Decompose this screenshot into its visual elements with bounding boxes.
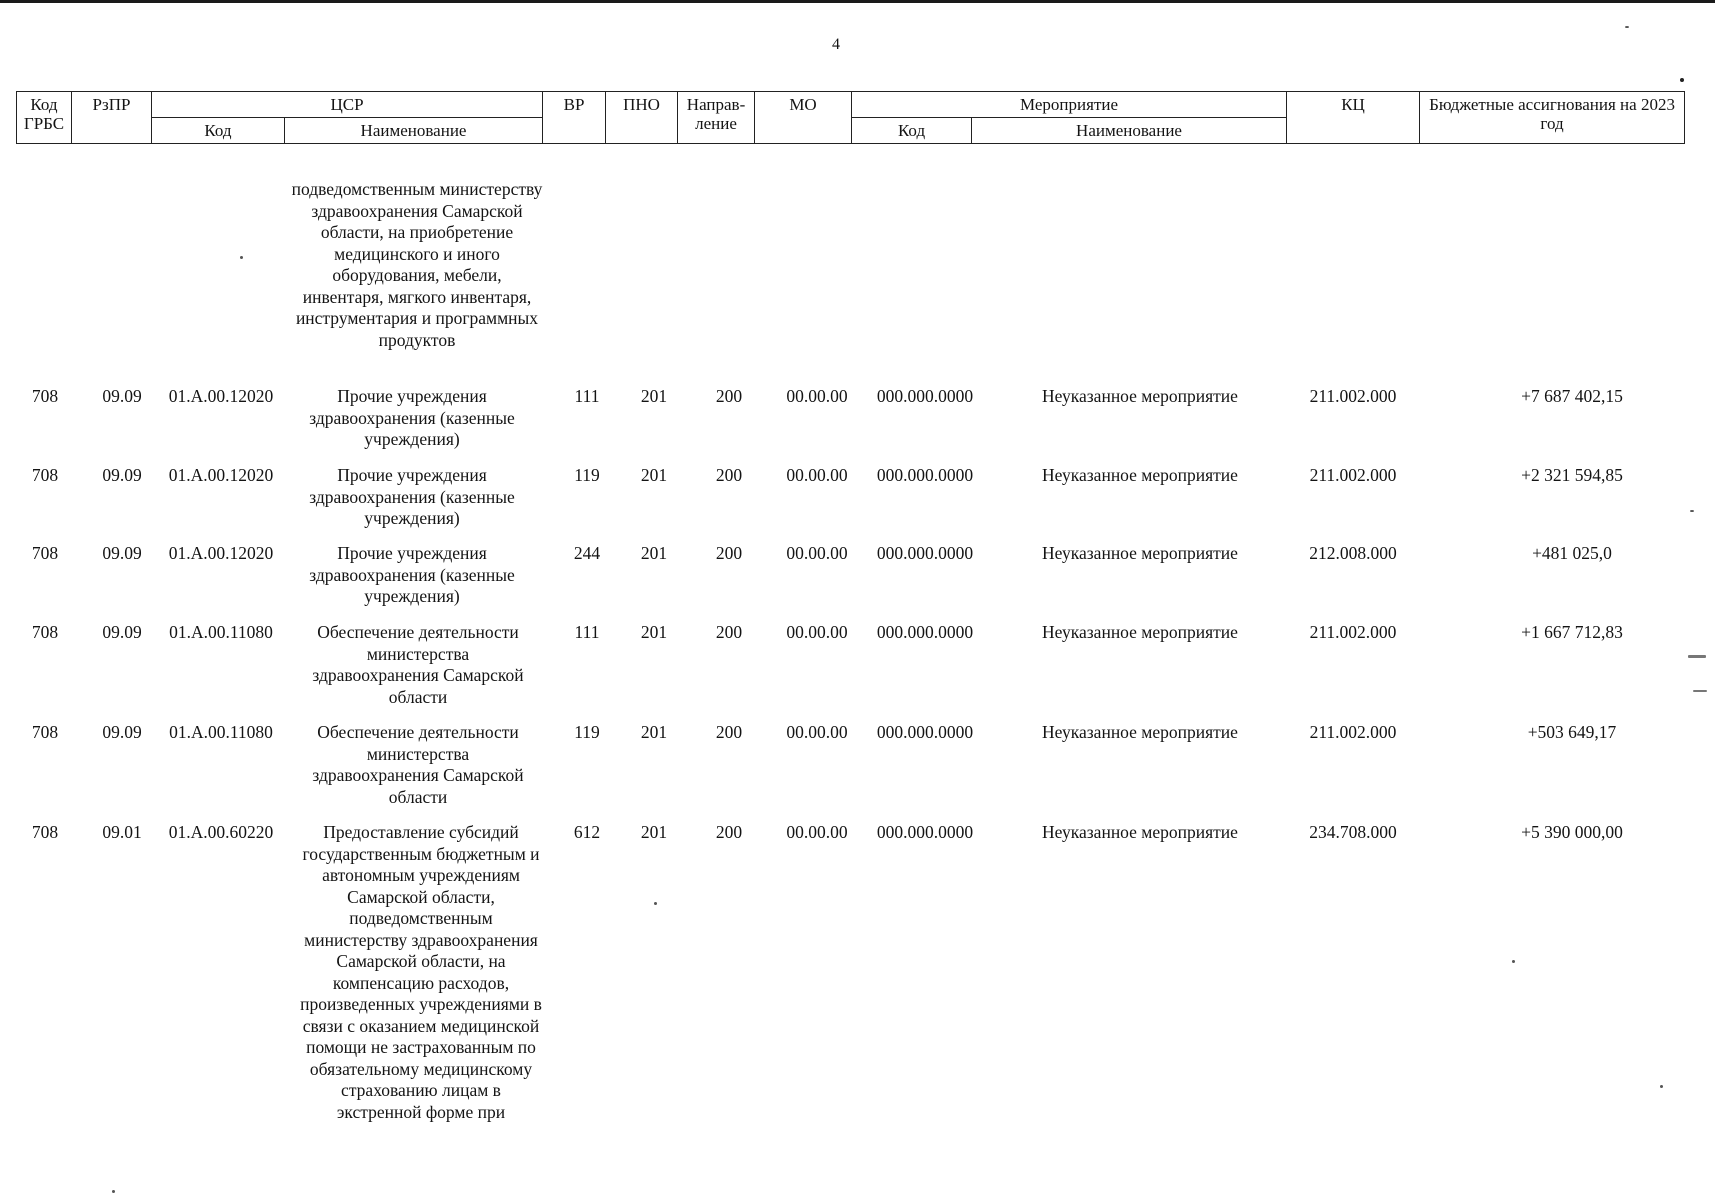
cell-kc: 234.708.000 — [1309, 822, 1397, 842]
header-vr: ВР — [543, 92, 606, 144]
cell-vr: 612 — [573, 822, 601, 842]
cell-csr-kod: 01.А.00.11080 — [169, 722, 273, 742]
cell-csr-kod: 01.А.00.12020 — [168, 386, 274, 406]
cell-amount: +2 321 594,85 — [1521, 465, 1623, 485]
cell-csr-name: Прочие учреждения здравоохранения (казенные учреждения) — [309, 465, 515, 528]
cell-amount: +481 025,0 — [1532, 543, 1612, 563]
header-csr-kod: Код — [152, 118, 285, 144]
cell-vr: 119 — [574, 465, 600, 485]
cell-csr-kod: 01.А.00.12020 — [168, 465, 274, 485]
cell-mer-kod: 000.000.0000 — [876, 622, 974, 642]
cell-mer-kod: 000.000.0000 — [876, 722, 974, 742]
cell-amount: +7 687 402,15 — [1521, 386, 1623, 406]
cell-rzpr: 09.09 — [102, 622, 142, 642]
cell-amount: +1 667 712,83 — [1521, 622, 1623, 642]
cell-csr-name: Обеспечение деятельности министерства здравоохранения Самарской области — [312, 622, 524, 707]
cell-mer-kod: 000.000.0000 — [876, 465, 974, 485]
cell-kc: 212.008.000 — [1309, 543, 1397, 563]
cell-csr-kod: 01.А.00.11080 — [169, 622, 273, 642]
header-meropriyatie: Мероприятие — [852, 92, 1287, 118]
cell-vr: 111 — [574, 386, 600, 406]
scan-speck — [654, 902, 657, 905]
scan-speck — [1680, 78, 1684, 82]
cell-napr: 200 — [715, 822, 743, 842]
header-pno: ПНО — [606, 92, 678, 144]
cell-pno: 201 — [640, 543, 668, 563]
cell-mer-kod: 000.000.0000 — [876, 543, 974, 563]
cell-mo: 00.00.00 — [786, 722, 848, 742]
cell-grbs: 708 — [31, 543, 59, 563]
cell-mo: 00.00.00 — [786, 822, 848, 842]
cell-mer-name: Неуказанное мероприятие — [1042, 465, 1238, 485]
cell-csr-kod: 01.А.00.12020 — [168, 543, 274, 563]
cell-amount: +503 649,17 — [1527, 722, 1617, 742]
cell-rzpr: 09.09 — [102, 543, 142, 563]
cell-napr: 200 — [715, 386, 743, 406]
cell-mer-name: Неуказанное мероприятие — [1042, 543, 1238, 563]
header-napravlenie: Направ-ление — [678, 92, 755, 144]
cell-grbs: 708 — [31, 722, 59, 742]
header-mer-name: Наименование — [972, 118, 1287, 144]
cell-vr: 111 — [574, 622, 600, 642]
cell-kc: 211.002.000 — [1309, 386, 1397, 406]
cell-amount: +5 390 000,00 — [1521, 822, 1623, 842]
cell-pno: 201 — [640, 622, 668, 642]
cell-napr: 200 — [715, 465, 743, 485]
continuation-text: подведомственным министерству здравоохранения Самарской области, на приобретение медицинского и иного оборудования, мебели, инвентаря, мягкого инвентаря, инструментария и программных продуктов — [291, 179, 543, 350]
cell-rzpr: 09.09 — [102, 386, 142, 406]
cell-grbs: 708 — [31, 822, 59, 842]
cell-mer-name: Неуказанное мероприятие — [1042, 622, 1238, 642]
scan-speck — [112, 1190, 115, 1193]
cell-pno: 201 — [640, 386, 668, 406]
cell-napr: 200 — [715, 543, 743, 563]
scan-speck — [1660, 1085, 1663, 1088]
scan-speck — [240, 256, 243, 259]
cell-kc: 211.002.000 — [1309, 465, 1397, 485]
page-number: 4 — [832, 36, 840, 53]
scan-speck — [1625, 26, 1629, 28]
cell-mo: 00.00.00 — [786, 622, 848, 642]
cell-mer-kod: 000.000.0000 — [876, 822, 974, 842]
cell-napr: 200 — [715, 622, 743, 642]
cell-pno: 201 — [640, 722, 668, 742]
cell-csr-name: Предоставление субсидий государственным бюджетным и автономным учреждениям Самарской области, подведомственным министерству здравоохранения Самарской области, на компенсацию расходов, произведенных учреждениями в связи с оказанием медицинской помощи не застрахованным по обязательному медицинскому страхованию лицам в экстренной форме при — [300, 822, 542, 1122]
cell-kc: 211.002.000 — [1309, 622, 1397, 642]
scan-speck — [1690, 510, 1694, 512]
cell-pno: 201 — [640, 822, 668, 842]
cell-csr-name: Прочие учреждения здравоохранения (казенные учреждения) — [309, 386, 515, 449]
header-csr: ЦСР — [152, 92, 543, 118]
cell-csr-name: Обеспечение деятельности министерства здравоохранения Самарской области — [312, 722, 524, 807]
cell-grbs: 708 — [31, 622, 59, 642]
cell-mer-name: Неуказанное мероприятие — [1042, 722, 1238, 742]
cell-rzpr: 09.09 — [102, 465, 142, 485]
cell-rzpr: 09.09 — [102, 722, 142, 742]
scan-speck — [1693, 690, 1707, 692]
header-rzpr: РзПР — [72, 92, 152, 144]
cell-grbs: 708 — [31, 465, 59, 485]
header-mer-kod: Код — [852, 118, 972, 144]
cell-kc: 211.002.000 — [1309, 722, 1397, 742]
cell-mo: 00.00.00 — [786, 465, 848, 485]
cell-mer-name: Неуказанное мероприятие — [1042, 822, 1238, 842]
cell-mer-name: Неуказанное мероприятие — [1042, 386, 1238, 406]
top-border-line — [0, 0, 1715, 3]
cell-mer-kod: 000.000.0000 — [876, 386, 974, 406]
cell-csr-name: Прочие учреждения здравоохранения (казенные учреждения) — [309, 543, 515, 606]
cell-napr: 200 — [715, 722, 743, 742]
cell-csr-kod: 01.А.00.60220 — [168, 822, 274, 842]
cell-pno: 201 — [640, 465, 668, 485]
cell-mo: 00.00.00 — [786, 543, 848, 563]
cell-rzpr: 09.01 — [102, 822, 142, 842]
cell-grbs: 708 — [31, 386, 59, 406]
header-budget: Бюджетные ассигнования на 2023 год — [1420, 92, 1685, 144]
header-kc: КЦ — [1287, 92, 1420, 144]
header-csr-name: Наименование — [285, 118, 543, 144]
cell-vr: 244 — [573, 543, 601, 563]
scan-speck — [1688, 655, 1706, 658]
header-kod-grbs: Код ГРБС — [17, 92, 72, 144]
table-header — [16, 91, 1685, 144]
header-mo: МО — [755, 92, 852, 144]
scan-speck — [1512, 960, 1515, 963]
cell-mo: 00.00.00 — [786, 386, 848, 406]
cell-vr: 119 — [574, 722, 600, 742]
